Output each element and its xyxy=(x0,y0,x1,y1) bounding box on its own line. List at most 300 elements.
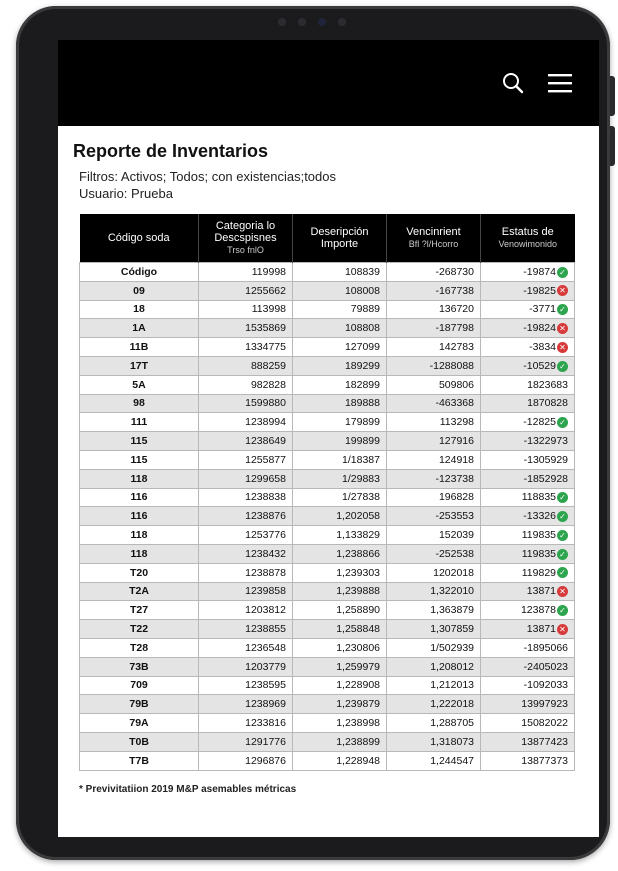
table-row[interactable] xyxy=(80,620,575,639)
cell-text: 98 xyxy=(133,397,145,410)
cell-code xyxy=(80,563,199,582)
table-row[interactable] xyxy=(80,563,575,582)
cell-text: 115 xyxy=(130,435,148,448)
cell-text: 116 xyxy=(130,510,148,523)
cell-text: 119835 xyxy=(521,529,556,542)
cell-value xyxy=(293,356,387,375)
cell-value xyxy=(481,356,575,375)
cell-code xyxy=(80,319,199,338)
cell-value xyxy=(199,319,293,338)
table-row[interactable] xyxy=(80,507,575,526)
cell-text: -268730 xyxy=(435,265,474,278)
cell-value xyxy=(481,338,575,357)
cell-value xyxy=(293,620,387,639)
cell-code xyxy=(80,413,199,432)
cell-text: 136720 xyxy=(438,303,474,316)
cell-value xyxy=(293,507,387,526)
cell-text: -2405023 xyxy=(523,660,568,673)
cell-text: 1535869 xyxy=(245,322,286,335)
cell-text: -253553 xyxy=(435,510,474,523)
cell-text: 1236548 xyxy=(245,641,286,654)
check-circle-icon: ✓ xyxy=(557,304,568,315)
cell-text: 1,208012 xyxy=(430,660,474,673)
cell-value xyxy=(293,638,387,657)
cell-value xyxy=(481,300,575,319)
cell-value xyxy=(387,714,481,733)
cell-value xyxy=(387,432,481,451)
cell-text: 79A xyxy=(129,717,149,730)
cell-text: 1202018 xyxy=(433,566,474,579)
cell-text: -1852928 xyxy=(523,472,568,485)
check-circle-icon: ✓ xyxy=(557,417,568,428)
cell-value xyxy=(481,488,575,507)
cell-value xyxy=(387,544,481,563)
cell-value xyxy=(199,526,293,545)
cell-value xyxy=(387,319,481,338)
cell-text: 116 xyxy=(130,491,148,504)
cell-text: 1238878 xyxy=(245,566,286,579)
table-row[interactable] xyxy=(80,469,575,488)
cell-text: T2A xyxy=(129,585,149,598)
cell-text: 1,322010 xyxy=(430,585,474,598)
cell-value xyxy=(481,582,575,601)
cell-value xyxy=(387,676,481,695)
cell-text: 1,239303 xyxy=(336,566,380,579)
cell-code xyxy=(80,432,199,451)
cell-text: 1,239879 xyxy=(336,698,380,711)
cell-code xyxy=(80,507,199,526)
cell-text: 127099 xyxy=(344,341,380,354)
tablet-frame xyxy=(16,6,610,860)
cell-value xyxy=(199,432,293,451)
cell-code xyxy=(80,338,199,357)
cell-value xyxy=(481,714,575,733)
cell-text: 119835 xyxy=(521,547,556,560)
cell-value xyxy=(199,714,293,733)
cell-code xyxy=(80,657,199,676)
cell-value xyxy=(481,620,575,639)
cell-code xyxy=(80,263,199,282)
cell-text: 1255662 xyxy=(245,284,286,297)
cell-code xyxy=(80,601,199,620)
cell-text: -3771 xyxy=(529,303,556,316)
table-row[interactable] xyxy=(80,526,575,545)
table-row[interactable] xyxy=(80,281,575,300)
table-row[interactable] xyxy=(80,695,575,714)
cell-value xyxy=(293,526,387,545)
cell-code xyxy=(80,281,199,300)
table-row[interactable] xyxy=(80,488,575,507)
cell-text: 1255877 xyxy=(245,453,286,466)
cell-text: T22 xyxy=(129,623,149,636)
cell-value xyxy=(199,300,293,319)
cell-value xyxy=(481,450,575,469)
cell-text: 118 xyxy=(130,472,148,485)
table-row[interactable] xyxy=(80,732,575,751)
cell-text: 79889 xyxy=(350,303,380,316)
cell-text: 1,318073 xyxy=(430,735,474,748)
cell-text: 119829 xyxy=(521,566,556,579)
cell-text: 1/27838 xyxy=(342,491,380,504)
cell-text: 1233816 xyxy=(245,717,286,730)
cell-text: Código xyxy=(120,265,158,278)
cell-text: 1238855 xyxy=(245,623,286,636)
cell-text: 1299658 xyxy=(245,472,286,485)
cell-text: 1,228948 xyxy=(336,754,380,767)
cell-text: -19824 xyxy=(523,322,556,335)
cell-value xyxy=(481,263,575,282)
cell-text: 13877423 xyxy=(521,735,568,748)
cell-text: 1238432 xyxy=(245,547,286,560)
search-button[interactable] xyxy=(500,70,526,96)
cell-text: 982828 xyxy=(250,378,286,391)
cell-text: T28 xyxy=(129,641,149,654)
cell-text: -19825 xyxy=(523,284,556,297)
cell-code xyxy=(80,356,199,375)
cell-value xyxy=(199,469,293,488)
screen xyxy=(58,40,599,837)
table-row[interactable] xyxy=(80,432,575,451)
cell-value xyxy=(481,413,575,432)
cell-value xyxy=(481,676,575,695)
cell-value xyxy=(387,732,481,751)
x-circle-icon: ✕ xyxy=(557,586,568,597)
check-circle-icon: ✓ xyxy=(557,492,568,503)
cell-text: 152039 xyxy=(438,529,474,542)
table-row[interactable] xyxy=(80,657,575,676)
cell-text: 182899 xyxy=(344,378,380,391)
cell-text: 1823683 xyxy=(527,378,568,391)
cell-text: -19874 xyxy=(523,265,556,278)
cell-text: 108808 xyxy=(344,322,380,335)
cell-text: 13871 xyxy=(526,585,556,598)
cell-value xyxy=(199,507,293,526)
cell-value xyxy=(293,263,387,282)
cell-text: 1,258890 xyxy=(336,604,380,617)
cell-value xyxy=(481,657,575,676)
cell-text: 196828 xyxy=(438,491,474,504)
cell-value xyxy=(293,544,387,563)
cell-text: 1,222018 xyxy=(430,698,474,711)
cell-value xyxy=(387,394,481,413)
cell-text: 189299 xyxy=(344,359,380,372)
check-circle-icon: ✓ xyxy=(557,267,568,278)
table-header-row xyxy=(80,214,575,263)
cell-value xyxy=(293,714,387,733)
cell-value xyxy=(387,356,481,375)
table-row[interactable] xyxy=(80,394,575,413)
cell-value xyxy=(387,263,481,282)
cell-value xyxy=(199,732,293,751)
cell-value xyxy=(481,638,575,657)
cell-text: 1253776 xyxy=(245,529,286,542)
cell-value xyxy=(387,281,481,300)
cell-text: 1334775 xyxy=(245,341,286,354)
cell-text: -13326 xyxy=(523,510,556,523)
cell-text: 142783 xyxy=(438,341,474,354)
cell-value xyxy=(387,413,481,432)
cell-value xyxy=(293,338,387,357)
cell-text: 1870828 xyxy=(527,397,568,410)
cell-value xyxy=(199,563,293,582)
column-header[interactable] xyxy=(387,214,481,263)
cell-value xyxy=(199,450,293,469)
table-row[interactable] xyxy=(80,319,575,338)
table-row[interactable] xyxy=(80,601,575,620)
column-header-sublabel: Trso fnlO xyxy=(227,245,264,255)
column-header-label: Deseripción Importe xyxy=(310,226,369,250)
table-row[interactable] xyxy=(80,413,575,432)
cell-value xyxy=(199,751,293,770)
cell-text: -123738 xyxy=(435,472,474,485)
cell-value xyxy=(293,732,387,751)
column-header[interactable] xyxy=(481,214,575,263)
cell-text: 1/18387 xyxy=(342,453,380,466)
cell-text: 118835 xyxy=(521,491,556,504)
cell-code xyxy=(80,695,199,714)
column-header[interactable] xyxy=(199,214,293,263)
cell-value xyxy=(481,507,575,526)
table-row[interactable] xyxy=(80,356,575,375)
cell-value xyxy=(481,319,575,338)
cell-value xyxy=(387,469,481,488)
column-header-label: Código soda xyxy=(107,232,170,244)
cell-value xyxy=(199,676,293,695)
filters-text: Filtros: Activos; Todos; con existencias;todos xyxy=(79,169,336,184)
cell-text: 1,133829 xyxy=(336,529,380,542)
cell-value xyxy=(387,601,481,620)
cell-text: 888259 xyxy=(250,359,286,372)
cell-code xyxy=(80,488,199,507)
cell-text: 1,239888 xyxy=(336,585,380,598)
cell-value xyxy=(387,450,481,469)
cell-text: 1238649 xyxy=(245,435,286,448)
cell-text: -10529 xyxy=(523,359,556,372)
cell-text: 189888 xyxy=(344,397,380,410)
app-header xyxy=(58,40,599,126)
cell-text: 1238876 xyxy=(245,510,286,523)
volume-button xyxy=(610,76,615,116)
cell-code xyxy=(80,620,199,639)
cell-value xyxy=(199,263,293,282)
cell-value xyxy=(293,657,387,676)
cell-value xyxy=(199,544,293,563)
table-row[interactable] xyxy=(80,751,575,770)
cell-text: 1,230806 xyxy=(336,641,380,654)
cell-text: 5A xyxy=(132,378,146,391)
sensor-dot xyxy=(278,18,286,26)
cell-text: -187798 xyxy=(435,322,474,335)
table-row[interactable] xyxy=(80,544,575,563)
cell-text: -1895066 xyxy=(523,641,568,654)
cell-text: 108008 xyxy=(344,284,380,297)
column-header[interactable] xyxy=(80,214,199,263)
cell-value xyxy=(293,300,387,319)
cell-text: 09 xyxy=(133,284,145,297)
cell-value xyxy=(481,469,575,488)
cell-text: -1288088 xyxy=(429,359,474,372)
check-circle-icon: ✓ xyxy=(557,511,568,522)
cell-text: 1238595 xyxy=(245,679,286,692)
cell-text: -167738 xyxy=(435,284,474,297)
column-header-label: Estatus de xyxy=(501,226,554,238)
cell-text: 18 xyxy=(133,303,145,316)
cell-value xyxy=(199,375,293,394)
camera-bar xyxy=(278,18,346,26)
column-header-label: Vencinrient xyxy=(406,226,461,238)
cell-code xyxy=(80,676,199,695)
cell-text: 1,288705 xyxy=(430,717,474,730)
column-header[interactable] xyxy=(293,214,387,263)
cell-text: 15082022 xyxy=(521,717,568,730)
cell-code xyxy=(80,375,199,394)
cell-value xyxy=(293,676,387,695)
x-circle-icon: ✕ xyxy=(557,342,568,353)
cell-value xyxy=(293,469,387,488)
cell-text: 1203779 xyxy=(245,660,286,673)
cell-text: 179899 xyxy=(344,416,380,429)
cell-text: 119998 xyxy=(251,265,286,278)
cell-value xyxy=(293,394,387,413)
cell-text: 509806 xyxy=(438,378,474,391)
cell-text: 111 xyxy=(130,416,148,429)
cell-text: 1,202058 xyxy=(336,510,380,523)
cell-value xyxy=(293,488,387,507)
cell-text: 1,238899 xyxy=(336,735,380,748)
cell-text: -3834 xyxy=(529,341,556,354)
cell-value xyxy=(293,695,387,714)
camera-lens xyxy=(318,18,326,26)
cell-text: 73B xyxy=(129,660,149,673)
cell-text: 13877373 xyxy=(521,754,568,767)
cell-code xyxy=(80,469,199,488)
page-title: Reporte de Inventarios xyxy=(73,141,269,161)
cell-text: 123878 xyxy=(520,604,556,617)
cell-value xyxy=(481,751,575,770)
cell-text: 1239858 xyxy=(245,585,286,598)
cell-value xyxy=(387,526,481,545)
cell-text: T7B xyxy=(129,754,149,767)
cell-value xyxy=(387,338,481,357)
cell-value xyxy=(387,563,481,582)
cell-text: -463368 xyxy=(435,397,474,410)
cell-value xyxy=(293,281,387,300)
cell-value xyxy=(199,620,293,639)
cell-text: 1203812 xyxy=(245,604,286,617)
cell-value xyxy=(199,582,293,601)
x-circle-icon: ✕ xyxy=(557,323,568,334)
cell-text: 118 xyxy=(130,547,148,560)
cell-text: 1A xyxy=(132,322,146,335)
cell-value xyxy=(199,338,293,357)
table-row[interactable] xyxy=(80,582,575,601)
cell-text: -1305929 xyxy=(523,453,568,466)
table-row[interactable] xyxy=(80,450,575,469)
cell-text: 13997923 xyxy=(521,698,568,711)
cell-text: -1322973 xyxy=(523,435,568,448)
cell-value xyxy=(387,582,481,601)
cell-text: T27 xyxy=(129,604,149,617)
menu-button[interactable] xyxy=(546,70,574,96)
table-row[interactable] xyxy=(80,263,575,282)
cell-value xyxy=(199,601,293,620)
cell-code xyxy=(80,394,199,413)
menu-icon xyxy=(546,70,574,96)
cell-value xyxy=(481,544,575,563)
cell-value xyxy=(293,450,387,469)
cell-text: 1238969 xyxy=(245,698,286,711)
cell-text: 127916 xyxy=(438,435,474,448)
cell-value xyxy=(199,488,293,507)
cell-text: 1296876 xyxy=(245,754,286,767)
cell-text: -1092033 xyxy=(523,679,568,692)
cell-code xyxy=(80,751,199,770)
table-row[interactable] xyxy=(80,714,575,733)
volume-button xyxy=(610,126,615,166)
table-row[interactable] xyxy=(80,338,575,357)
cell-text: 1,363879 xyxy=(430,604,474,617)
check-circle-icon: ✓ xyxy=(557,605,568,616)
cell-text: T20 xyxy=(129,566,149,579)
cell-code xyxy=(80,526,199,545)
cell-code xyxy=(80,714,199,733)
cell-value xyxy=(481,375,575,394)
table-row[interactable] xyxy=(80,676,575,695)
cell-text: 113998 xyxy=(251,303,286,316)
table-row[interactable] xyxy=(80,375,575,394)
sensor-dot xyxy=(298,18,306,26)
cell-text: 1,228908 xyxy=(336,679,380,692)
cell-value xyxy=(199,394,293,413)
cell-text: 124918 xyxy=(438,453,474,466)
cell-text: -12825 xyxy=(523,416,556,429)
cell-value xyxy=(199,356,293,375)
cell-text: 17T xyxy=(129,359,149,372)
sensor-dot xyxy=(338,18,346,26)
cell-code xyxy=(80,582,199,601)
user-text: Usuario: Prueba xyxy=(79,186,173,201)
table-row[interactable] xyxy=(80,638,575,657)
cell-text: 115 xyxy=(130,453,148,466)
cell-text: 1599880 xyxy=(245,397,286,410)
cell-value xyxy=(293,601,387,620)
cell-value xyxy=(481,563,575,582)
cell-text: 1238838 xyxy=(245,491,286,504)
cell-value xyxy=(293,582,387,601)
cell-value xyxy=(481,526,575,545)
cell-text: 1,212013 xyxy=(430,679,474,692)
cell-code xyxy=(80,450,199,469)
cell-value xyxy=(387,300,481,319)
cell-value xyxy=(481,281,575,300)
cell-text: T0B xyxy=(129,735,149,748)
cell-value xyxy=(293,413,387,432)
cell-code xyxy=(80,638,199,657)
cell-value xyxy=(199,695,293,714)
cell-text: 108839 xyxy=(344,265,380,278)
cell-value xyxy=(293,751,387,770)
cell-value xyxy=(293,319,387,338)
cell-value xyxy=(387,695,481,714)
column-header-sublabel: Venowimonido xyxy=(498,239,558,249)
cell-text: 11B xyxy=(129,341,149,354)
cell-value xyxy=(387,657,481,676)
column-header-label: Categoria lo Descspisnes xyxy=(214,220,277,244)
cell-value xyxy=(293,432,387,451)
cell-value xyxy=(387,638,481,657)
table-body xyxy=(80,263,575,771)
table-row[interactable] xyxy=(80,300,575,319)
